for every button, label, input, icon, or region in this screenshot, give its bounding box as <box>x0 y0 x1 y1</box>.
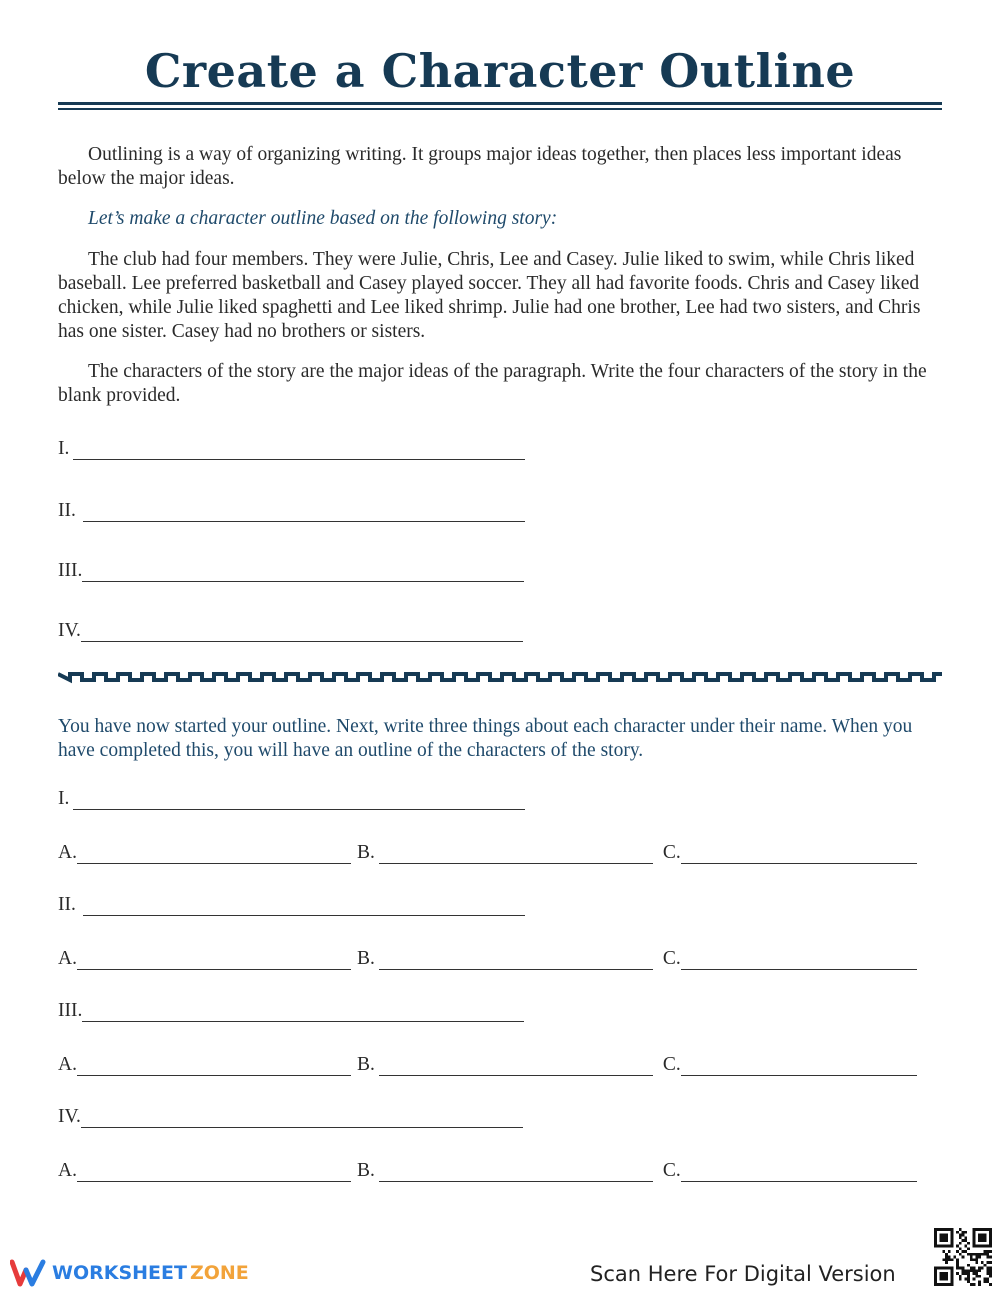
sub-label-c: C. <box>662 1054 681 1075</box>
details-row-2 <box>58 942 917 970</box>
detail-blank-1c[interactable] <box>681 843 917 864</box>
brand-name-part1: WORKSHEET <box>52 1262 187 1284</box>
detail-blank-1b[interactable] <box>379 843 653 864</box>
detail-blank-2b[interactable] <box>379 949 653 970</box>
detail-blank-2a[interactable] <box>77 949 351 970</box>
character-line-1 <box>58 432 525 460</box>
detail-blank-4a[interactable] <box>77 1161 351 1182</box>
character-line-4 <box>58 614 523 642</box>
outline-character-line-4 <box>58 1100 523 1128</box>
sub-label-b: B. <box>356 1160 375 1181</box>
outline-character-line-1 <box>58 782 525 810</box>
outline-character-blank-2[interactable] <box>83 895 525 916</box>
character-blank-2[interactable] <box>83 501 525 522</box>
sub-label-c: C. <box>662 842 681 863</box>
sub-label-c: C. <box>662 948 681 969</box>
story-paragraph: The club had four members. They were Julie, Chris, Lee and Casey. Julie liked to swim, while Chris liked baseball. Lee preferred basketball and Casey played soccer. They all had favorite foods. Chris and Casey liked chicken, while Julie liked spaghetti and Lee liked shrimp. Julie had one brother, Lee had two sisters, and Chris has one sister. Casey had no brothers or sisters. <box>58 249 921 342</box>
detail-blank-3a[interactable] <box>77 1055 351 1076</box>
scan-caption: Scan Here For Digital Version <box>590 1262 896 1286</box>
character-blank-1[interactable] <box>73 439 525 460</box>
character-blank-3[interactable] <box>82 561 524 582</box>
numeral-label: III. <box>58 560 83 581</box>
detail-blank-3c[interactable] <box>681 1055 917 1076</box>
numeral-label: I. <box>58 438 70 459</box>
sub-label-b: B. <box>356 842 375 863</box>
character-blank-4[interactable] <box>81 621 523 642</box>
worksheet-zone-logo-icon <box>10 1258 46 1288</box>
details-row-1 <box>58 836 917 864</box>
outline-character-line-3 <box>58 994 524 1022</box>
detail-blank-4b[interactable] <box>379 1161 653 1182</box>
brand-name-part2: ZONE <box>189 1262 249 1284</box>
sub-label-b: B. <box>356 948 375 969</box>
title-underline-top <box>58 102 942 105</box>
numeral-label: IV. <box>58 620 81 641</box>
sub-label-a: A. <box>58 1054 77 1075</box>
instructions-2: You have now started your outline. Next, write three things about each character under their name. When you have completed this, you will have an outline of the characters of the story. <box>58 716 913 761</box>
instructions-1: The characters of the story are the major ideas of the paragraph. Write the four characters of the story in the blank provided. <box>58 361 927 406</box>
worksheet-zone-logo[interactable] <box>10 1258 249 1288</box>
numeral-label: II. <box>58 894 76 915</box>
details-row-3 <box>58 1048 917 1076</box>
sub-label-c: C. <box>662 1160 681 1181</box>
character-line-2 <box>58 494 525 522</box>
sub-label-a: A. <box>58 842 77 863</box>
detail-blank-2c[interactable] <box>681 949 917 970</box>
sub-label-a: A. <box>58 1160 77 1181</box>
qr-code-icon[interactable] <box>934 1228 992 1286</box>
numeral-label: I. <box>58 788 70 809</box>
numeral-label: II. <box>58 500 76 521</box>
prompt-text: Let’s make a character outline based on the following story: <box>88 208 558 229</box>
title-underline-bottom <box>58 108 942 110</box>
page-title: Create a Character Outline <box>144 44 856 98</box>
outline-character-line-2 <box>58 888 525 916</box>
detail-blank-4c[interactable] <box>681 1161 917 1182</box>
outline-character-blank-1[interactable] <box>73 789 525 810</box>
detail-blank-1a[interactable] <box>77 843 351 864</box>
decorative-divider <box>58 668 942 686</box>
outline-character-blank-3[interactable] <box>82 1001 524 1022</box>
detail-blank-3b[interactable] <box>379 1055 653 1076</box>
character-line-3 <box>58 554 524 582</box>
intro-paragraph: Outlining is a way of organizing writing. It groups major ideas together, then places less important ideas below the major ideas. <box>58 144 902 189</box>
numeral-label: IV. <box>58 1106 81 1127</box>
sub-label-a: A. <box>58 948 77 969</box>
details-row-4 <box>58 1154 917 1182</box>
sub-label-b: B. <box>356 1054 375 1075</box>
outline-character-blank-4[interactable] <box>81 1107 523 1128</box>
numeral-label: III. <box>58 1000 83 1021</box>
